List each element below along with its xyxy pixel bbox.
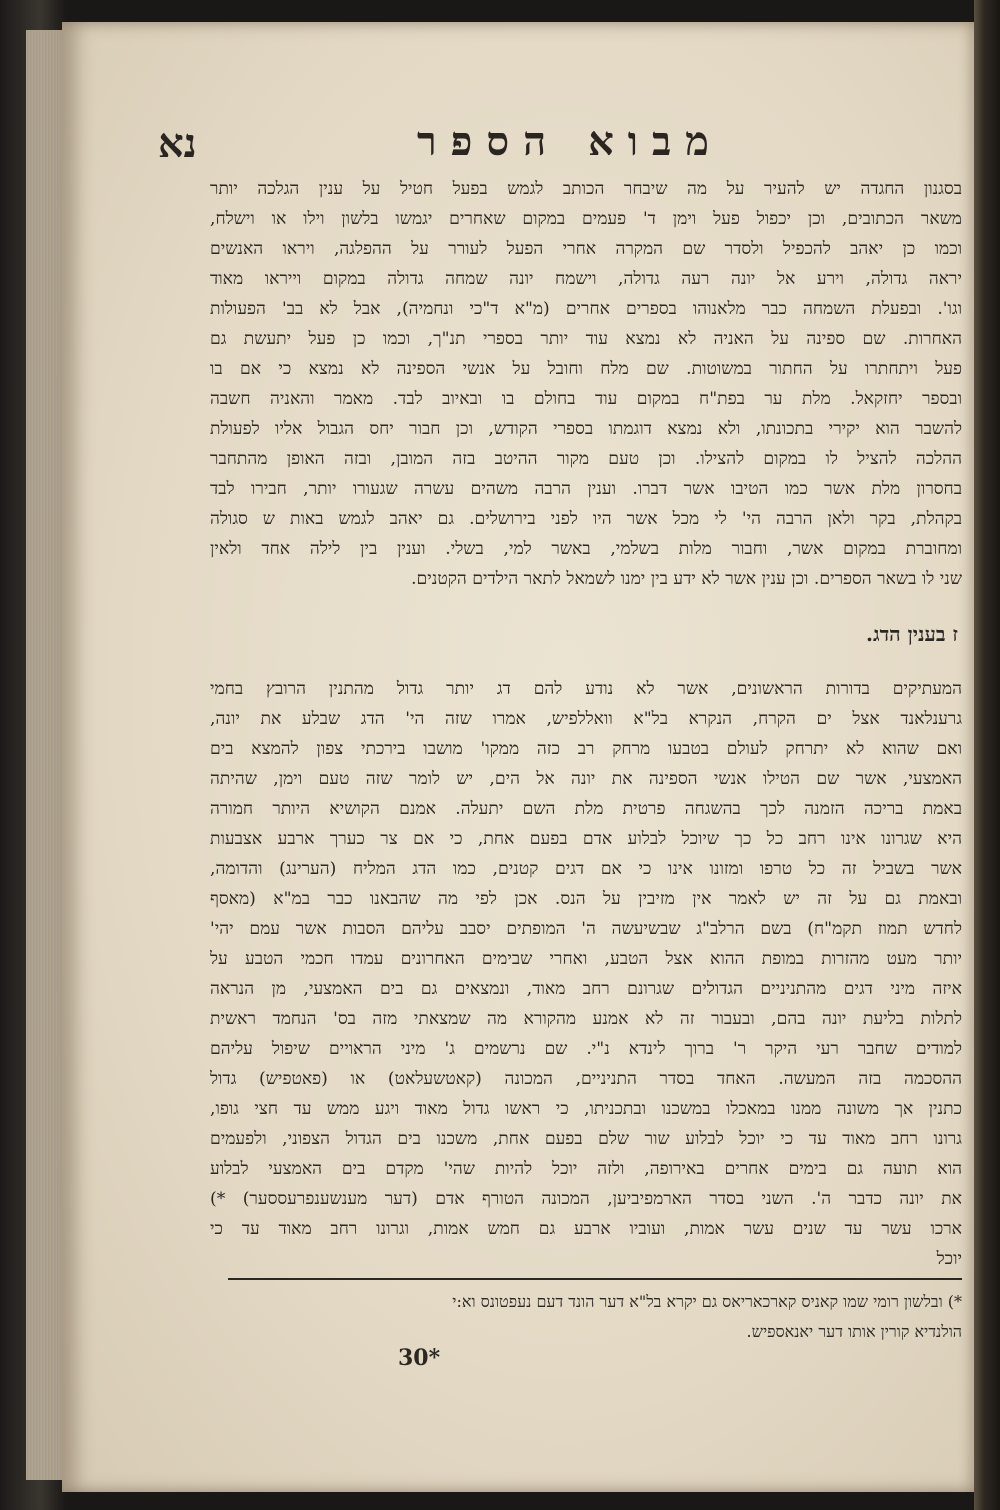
text-line: להשבר הוא יקירי בתכונתו, ולא נמצא דוגמתו בספרי הקודש, וכן חבור יחס הגבול אליו לפעולת	[210, 419, 962, 439]
text-line: וכמו כן יאהב להכפיל ולסדר שם המקרה אחרי הפעל לעורר על ההפלגה, ויראו האנשים	[210, 239, 962, 259]
text-line: בסגנון החגדה יש להעיר על מה שיבחר הכותב לגמש בפעל חטיל על ענין הגלכה יותר	[210, 179, 962, 199]
text-line: המעתיקים בדורות הראשונים, אשר לא נודע להם דג יותר גדול מהתנין הרובץ בחמי	[210, 679, 962, 699]
text-line: משאר הכתובים, וכן יכפול פעל וימן ד' פעמים במקום שאחרים יגמשו בלשון וילו או וישלח,	[210, 209, 962, 229]
footnote-line: הולנדיא קורין אותו דער יאנאספיש.	[746, 1322, 962, 1341]
spacer	[210, 654, 962, 674]
text-line: יותר מעט מהזרות במופת ההוא אצל הטבע, ואחרי שבימים האחרונים עמדו חכמי הטבע על	[210, 949, 962, 969]
text-line: בחסרון מלת אשר כמו הטיבו אשר דברו. וענין הרבה משהים עשרה שגעורו יותר, חבירו לבד	[210, 479, 962, 499]
printer-signature-mark: 30*	[398, 1345, 441, 1371]
text-line: פעל ויתחתרו על החתור במשוטות. שם מלח וחובל על אנשי הספינה לא נמצא כי אם בו	[210, 359, 962, 379]
text-line: יוכל	[936, 1249, 962, 1269]
footnote-block	[228, 1287, 962, 1347]
spacer	[210, 594, 962, 614]
text-line: לחדש תמוז תקמ"ח) בשם הרלב"ג שבשיעשה ה' המופתים יסבב עליהם הסבות אשר עמם יהי'	[210, 919, 962, 939]
text-line: יראה גדולה, וירע אל יונה רעה גדולה, וישמח יונה שמחה גדולה במקום וייראו מאוד	[210, 269, 962, 289]
text-line: את יונה כדבר ה'. השני בסדר הארמפיביען, המכונה הטורף אדם (דער מענשענפרעססער) *)	[210, 1189, 962, 1209]
text-line: ארכו עשר עד שנים עשר אמות, ועוביו ארבע גם חמש אמות, וגרונו רחב מאוד עד כי	[210, 1219, 962, 1239]
text-line: ההסכמה בזה המעשה. האחד בסדר התניניים, המכונה (קאטשעלאט) או (פאטפיש) גדול	[210, 1069, 962, 1089]
text-line: למודים שחבר רעי היקר ר' ברוך לינדא נ"י. שם נרשמים ג' מיני הראויים שיפול עליהם	[210, 1039, 962, 1059]
text-line: ובספר יחזקאל. מלת ער בפת"ח במקום עוד בחולם בו ובאיוב לבד. מאמר והאניה חשבה	[210, 389, 962, 409]
paragraph-intro-style	[210, 174, 962, 594]
paragraph-whale	[210, 674, 962, 1274]
section-heading: ז בענין הדג.	[866, 622, 958, 646]
text-line: ואם שהוא לא יתרחק לעולם בטבעו מרחק רב כזה ממקו' מושבו בירכתי צפון להמצא בים	[210, 739, 962, 759]
text-line: ובאמת גם על זה יש לאמר אין מזיבין על הנס. אכן לפי מה שהבאנו כבר במ"א (מאסף	[210, 889, 962, 909]
text-line: אשר בשביל זה כל טרפו ומזונו אינו כי אם דגים קטנים, כמו הדג המליח (הערינג) והדומה,	[210, 859, 962, 879]
running-title: מבוא הספר	[417, 118, 723, 165]
text-line: גרענלאנד אצל ים הקרח, הנקרא בל"א וואללפיש, אמרו שזה הי' הדג שבלע את יונה,	[210, 709, 962, 729]
footnote-divider	[228, 1278, 962, 1280]
text-line: ההלכה להציל לו במקום להצילו. וכן טעם מקור ההיטב בזה המובן, ובזה האופן מהתחבר	[210, 449, 962, 469]
page-header	[158, 118, 968, 178]
text-line: וגו'. ובפעלת השמחה כבר מלאנוהו בספרים אחרים (מ"א ד"כי ונחמיה), אבל לא בב' הפעולות	[210, 299, 962, 319]
main-text-column	[210, 174, 962, 1274]
hebrew-page-number: נא	[158, 120, 197, 167]
text-line: האחרות. שם ספינה על האניה לא נמצא עוד יותר בספרי תנ"ך, וכמו כן פעל יתעשת גם	[210, 329, 962, 349]
text-line: ומחוברת במקום אשר, וחבור מלות בשלמי, באשר למי, בשלי. וענין בין לילה אחד ולאין	[210, 539, 962, 559]
text-line: בקהלת, בקר ולאן הרבה הי' לי מכל אשר היו לפני בירושלים. גם יאהב לגמש באות ש סגולה	[210, 509, 962, 529]
text-line: איזה מיני דגים מהתניניים הגדולים שגרונם רחב מאוד, ונמצאים גם בים האמצעי, מן הנראה	[210, 979, 962, 999]
text-line: גרונו רחב מאוד עד כי יוכל לבלוע שור שלם בפעם אחת, משכנו בים הגדול הצפוני, ולפעמים	[210, 1129, 962, 1149]
text-line: הוא תועה גם בימים אחרים באירופה, ולזה יוכל להיות שהי' מקדם בים האמצעי לבלוע	[210, 1159, 962, 1179]
footnote-line: *) ובלשון רומי שמו קאניס קארכאריאס גם יקרא בל"א דער הונד דעם נעפטונס וא:י	[452, 1292, 962, 1311]
text-line: באמת בריכה הזמנה לכך בהשגחה פרטית מלת השם יתעלה. אמנם הקושיא היותר חמורה	[210, 799, 962, 819]
text-line: היא שגרונו אינו רחב כל כך שיוכל לבלוע אדם בפעם אחת, כי אם צר כערך ארבע אצבעות	[210, 829, 962, 849]
text-line: כתנין אך משונה ממנו במאכלו במשכנו ובתכניתו, כי ראשו גדול מאוד ויגע ממש עד חצי גופו,	[210, 1099, 962, 1119]
text-line: שני לו בשאר הספרים. וכן ענין אשר לא ידע בין ימנו לשמאל לתאר הילדים הקטנים.	[411, 569, 962, 589]
binding-shadow	[974, 0, 1000, 1510]
text-line: האמצעי, אשר שם הטילו אנשי הספינה את יונה אל הים, יש לומר שזה טעם וימן, שהיתה	[210, 769, 962, 789]
text-line: לתלות בליעת יונה בהם, ובעבור זה לא אמנע מהקורא מה שמצאתי מזה בס' הנחמד ראשית	[210, 1009, 962, 1029]
